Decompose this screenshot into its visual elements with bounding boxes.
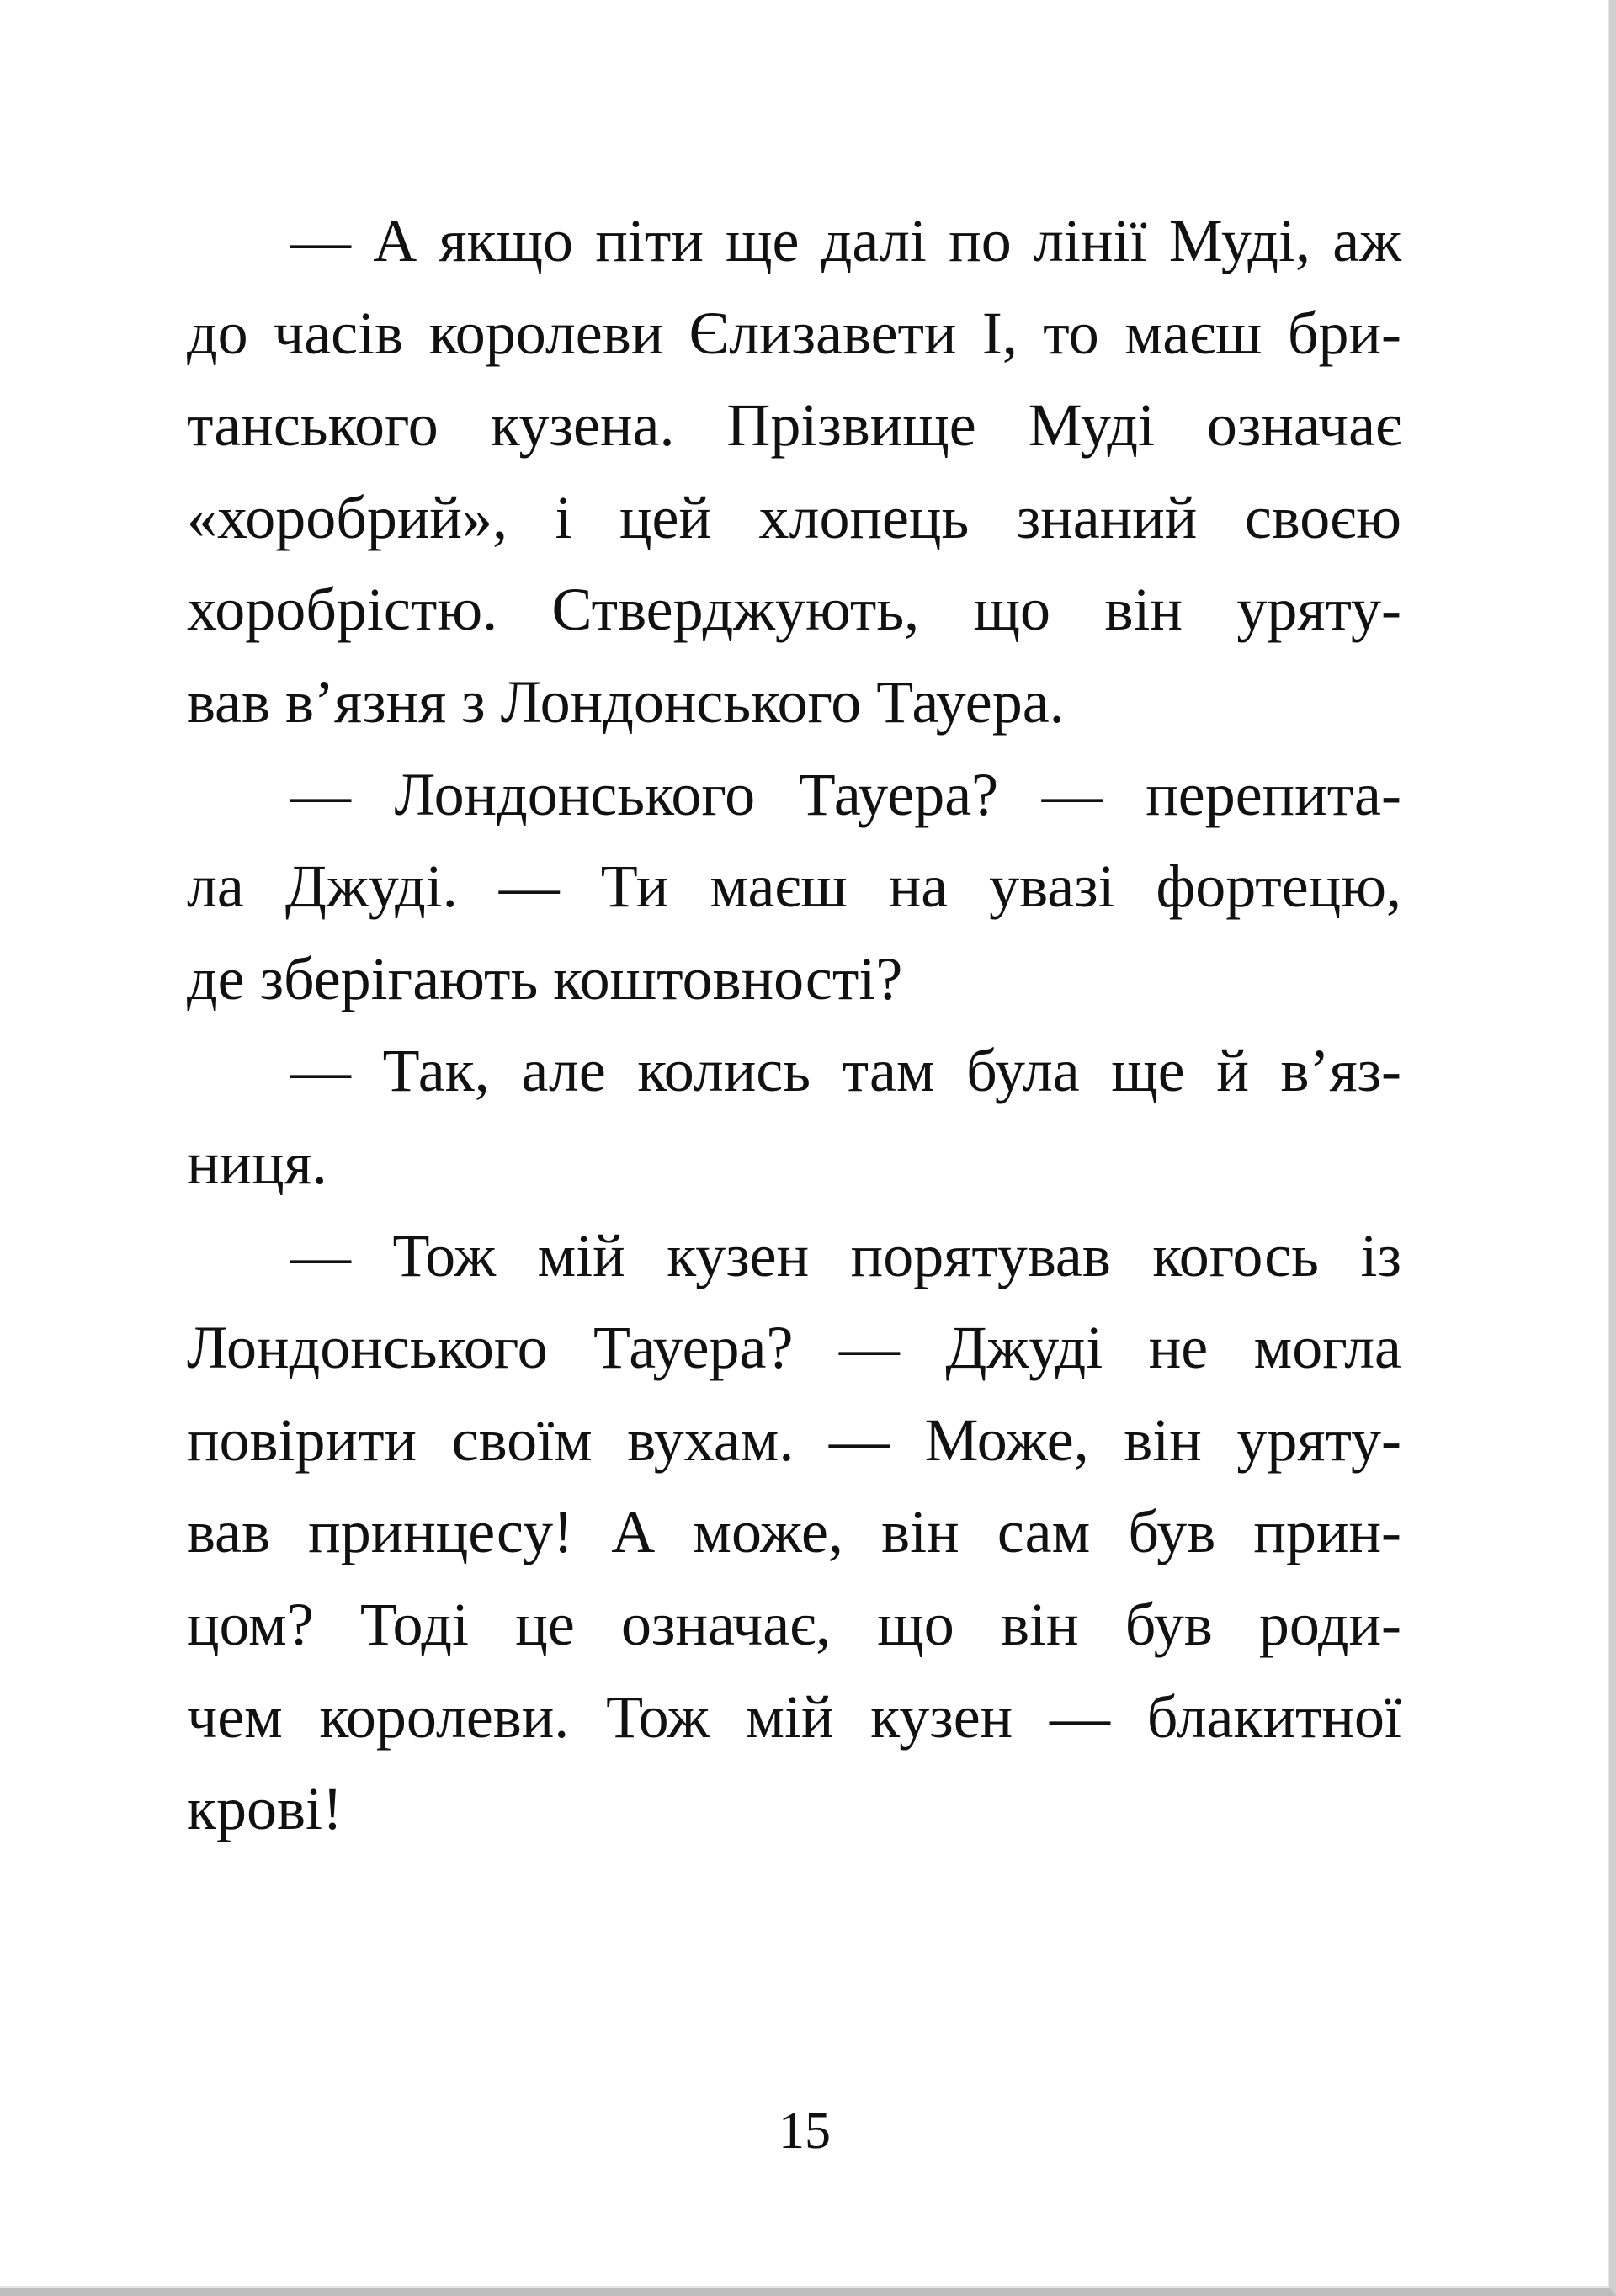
text-line: — Так, але колись там була ще й в’яз-: [290, 1037, 1401, 1105]
text-line: Лондонського Тауера? — Джуді не могла: [187, 1314, 1401, 1382]
text-line: танського кузена. Прізвище Муді означає: [187, 391, 1401, 460]
text-line: — Тож мій кузен порятував когось із: [290, 1221, 1401, 1289]
text-line: ниця.: [187, 1129, 327, 1197]
text-line: — А якщо піти ще далі по лінії Муді, аж: [290, 207, 1401, 274]
text-line: повірити своїм вухам. — Може, він уряту-: [187, 1406, 1401, 1474]
text-line: ла Джуді. — Ти маєш на увазі фортецю,: [187, 853, 1401, 921]
text-line: «хоробрий», і цей хлопець знаний своєю: [187, 483, 1401, 551]
text-line: вав в’язня з Лондонського Тауера.: [187, 667, 1065, 736]
text-line: чем королеви. Тож мій кузен — блакитної: [187, 1682, 1401, 1751]
text-line: крові!: [187, 1775, 343, 1843]
text-line: до часів королеви Єлизавети I, то маєш бри-: [187, 299, 1401, 367]
text-line: цом? Тоді це означає, що він був роди-: [187, 1590, 1401, 1658]
body-text: [187, 195, 1401, 1856]
page-number: 15: [779, 2102, 831, 2160]
text-line: хоробрістю. Стверджують, що він уряту-: [187, 576, 1401, 644]
text-line: — Лондонського Тауера? — перепита-: [290, 760, 1401, 828]
text-line: де зберігають коштовності?: [187, 944, 903, 1012]
text-line: вав принцесу! А може, він сам був прин-: [187, 1498, 1401, 1566]
